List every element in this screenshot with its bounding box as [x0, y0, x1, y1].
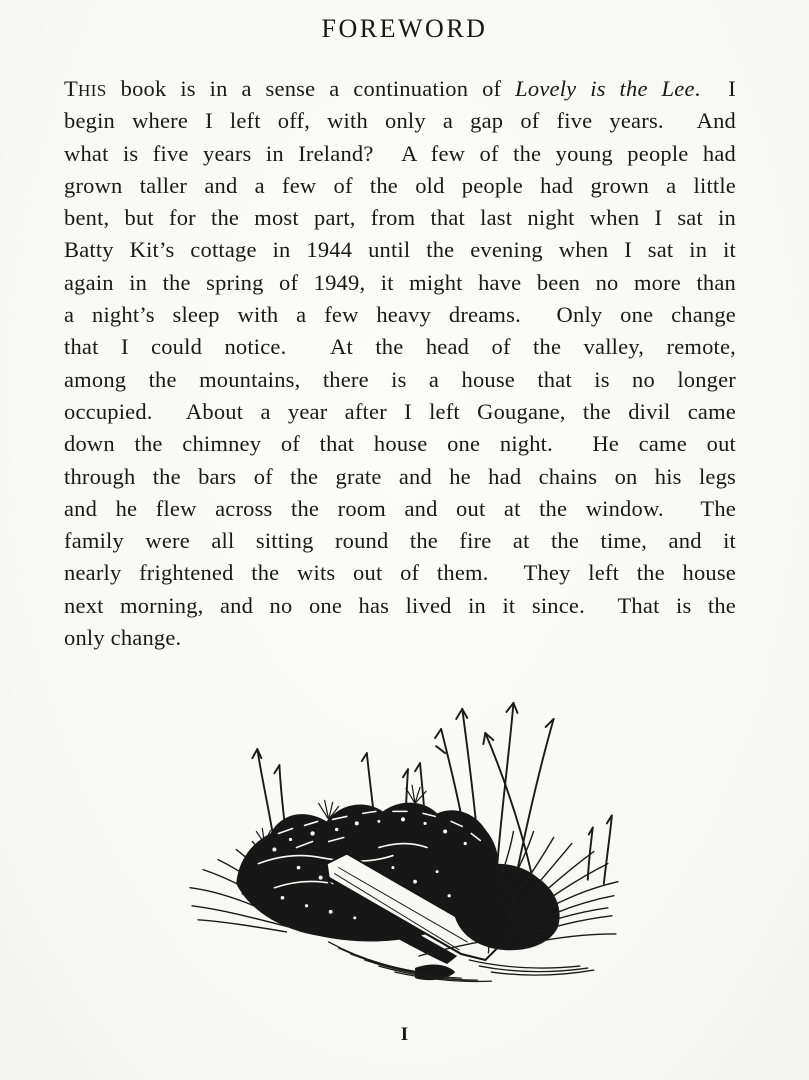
text-line — [64, 299, 736, 331]
text-segment: what is five years in Ireland? A few of the young people had — [64, 140, 736, 166]
text-line — [64, 138, 736, 170]
text-segment: again in the spring of 1949, it might have been no more than — [64, 269, 736, 295]
text-segment: a night’s sleep with a few heavy dreams. Only one change — [64, 302, 736, 328]
text-segment: through the bars of the grate and he had chains on his legs — [64, 463, 736, 489]
text-line — [64, 267, 736, 299]
text-segment: HIS — [77, 81, 107, 100]
text-segment: Batty Kit’s cottage in 1944 until the evening when I sat in it — [64, 237, 736, 263]
text-line — [64, 396, 736, 428]
text-line — [64, 525, 736, 557]
text-line — [64, 590, 736, 622]
text-segment: family were all sitting round the fire at the time, and it — [64, 528, 736, 554]
woodcut-illustration — [178, 690, 640, 988]
text-segment: down the chimney of that house one night. He came out — [64, 431, 736, 457]
text-line — [64, 428, 736, 460]
text-line — [64, 493, 736, 525]
text-segment: occupied. About a year after I left Gougane, the divil came — [64, 398, 736, 424]
text-segment: . I — [694, 76, 736, 101]
text-line — [64, 73, 736, 105]
text-line — [64, 331, 736, 363]
text-segment: only change. — [64, 625, 182, 651]
page-number: I — [400, 1024, 409, 1045]
page-title: FOREWORD — [321, 14, 488, 43]
text-segment: next morning, and no one has lived in it since. That is the — [64, 592, 736, 618]
text-line — [64, 234, 736, 266]
text-segment: Lovely is the Lee — [515, 76, 695, 101]
text-segment: nearly frightened the wits out of them. They left the house — [64, 560, 736, 586]
text-line — [64, 202, 736, 234]
text-segment: book is in a sense a continuation of — [106, 76, 516, 101]
text-segment: grown taller and a few of the old people had grown a little — [64, 172, 736, 198]
text-line — [64, 170, 736, 202]
text-line — [64, 105, 736, 137]
foreword-paragraph — [64, 73, 736, 654]
text-line — [64, 622, 736, 654]
text-line — [64, 461, 736, 493]
text-segment: T — [64, 76, 78, 101]
text-line — [64, 557, 736, 589]
text-segment: and he flew across the room and out at the window. The — [64, 495, 736, 521]
log-and-grass-woodcut-image — [178, 690, 640, 988]
text-line — [64, 364, 736, 396]
text-segment: begin where I left off, with only a gap of five years. And — [64, 108, 736, 134]
text-segment: bent, but for the most part, from that last night when I sat in — [64, 205, 736, 231]
text-segment: among the mountains, there is a house that is no longer — [64, 366, 736, 392]
text-segment: that I could notice. At the head of the valley, remote, — [64, 334, 736, 360]
